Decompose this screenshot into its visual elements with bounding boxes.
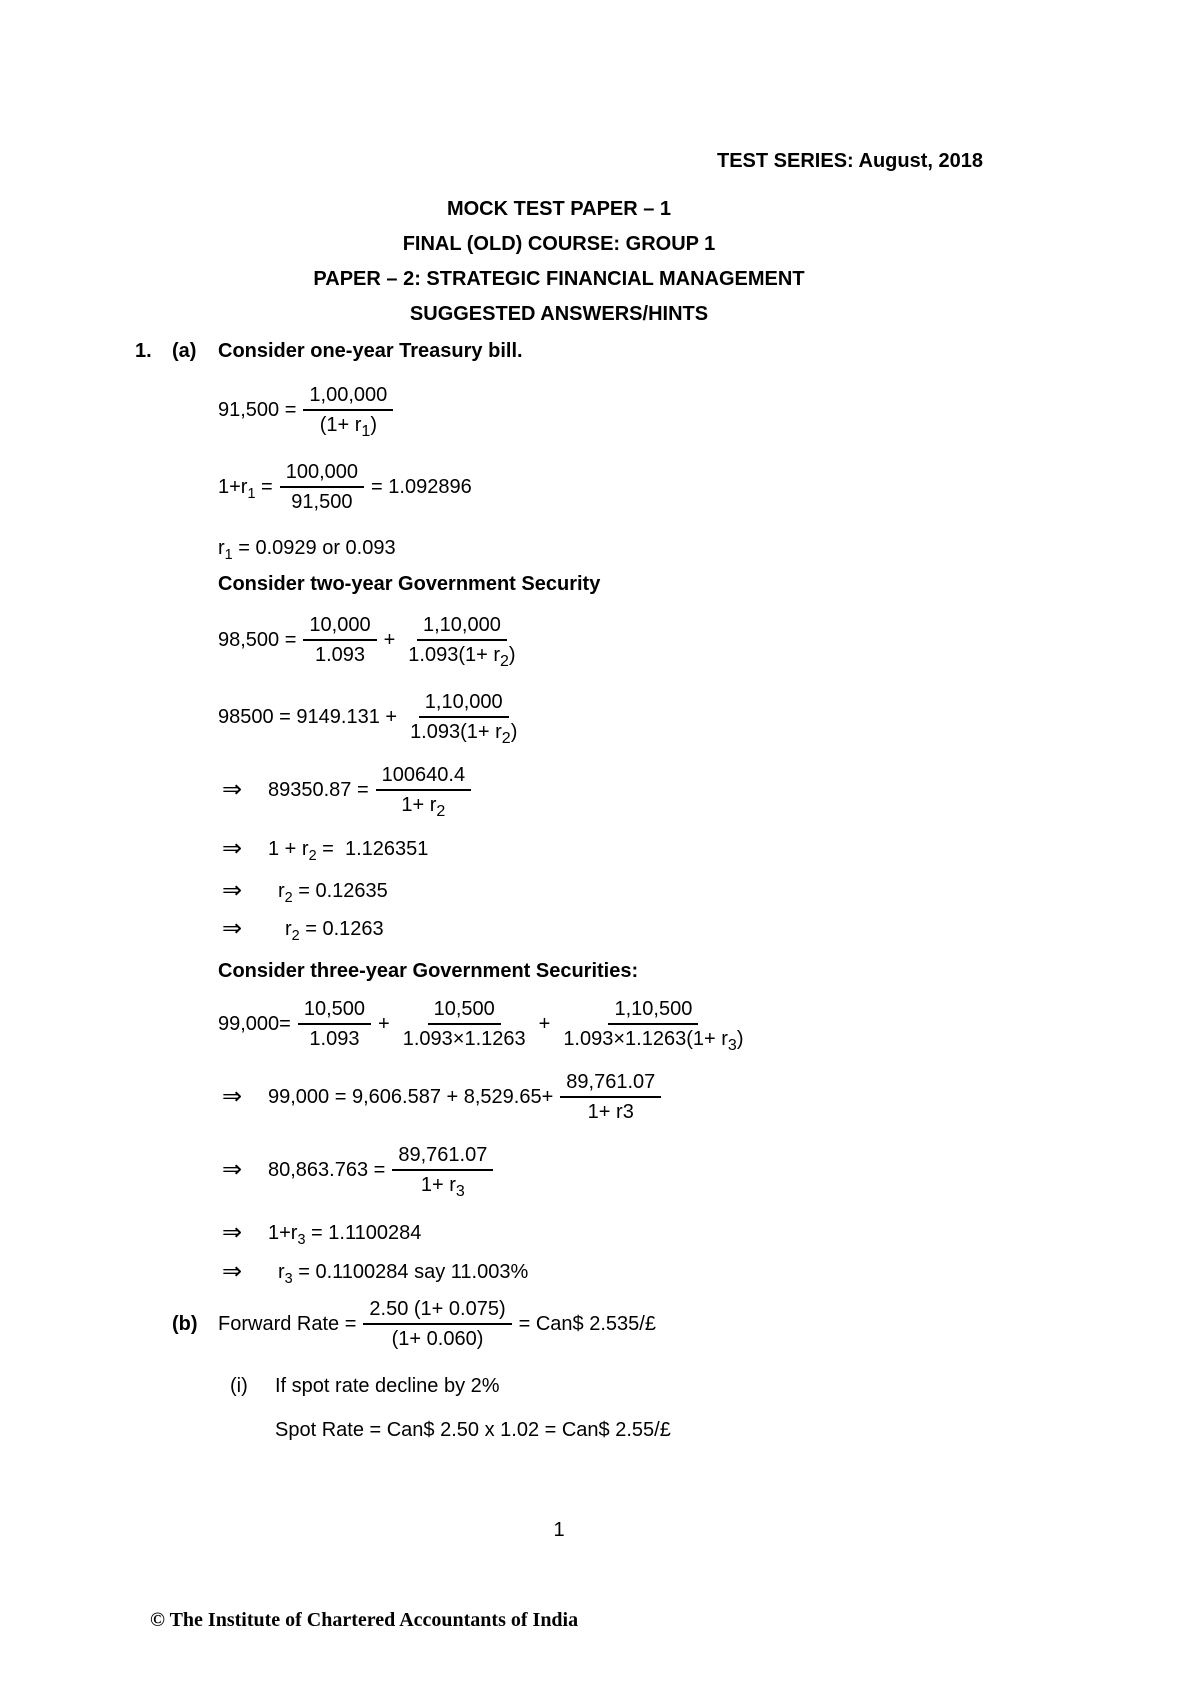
subscript: 2 (308, 848, 317, 864)
derivation-line-r3 (222, 1258, 983, 1287)
equation-content (268, 1143, 493, 1200)
implies-arrow-icon: ⇒ (222, 1219, 243, 1246)
derivation-eq-80863 (222, 1143, 983, 1200)
fraction-denominator: $1.093(1+ r_2)$ (410, 721, 518, 747)
derivation-text: $r_3 = 0.1100284$ say 11.003% (278, 1261, 529, 1287)
sub-item-i-label: (i) (230, 1375, 248, 1397)
question-number: 1. (135, 340, 152, 362)
equation-content (218, 690, 523, 747)
fraction-denominator: $1.093\times 1.1263(1+ r_3)$ (563, 1028, 744, 1054)
sub-item-i-line (230, 1375, 983, 1397)
equation-text: 80,863.763 = (268, 1159, 386, 1181)
subscript: 2 (436, 803, 446, 820)
equation-text: Forward Rate = (218, 1313, 357, 1335)
derivation-line-r2a (222, 877, 983, 906)
fraction-denominator: 1.093 (309, 1028, 360, 1050)
fraction-numerator: 10,500 (428, 997, 501, 1025)
equation-text: 99,000= (218, 1013, 291, 1035)
fraction-numerator: 1,10,000 (419, 690, 509, 718)
subscript: 1 (247, 486, 256, 502)
question-1a-line (135, 340, 983, 362)
implies-arrow-icon: ⇒ (222, 877, 243, 904)
equation-text: 98500 = 9149.131 + (218, 706, 398, 728)
equation-content (268, 1070, 661, 1124)
fraction-denominator: 91,500 (291, 491, 353, 513)
fraction-numerator: 100640.4 (376, 763, 471, 791)
fraction (280, 460, 364, 514)
subscript: 2 (284, 890, 293, 906)
subscript: 3 (727, 1037, 737, 1054)
subscript: 1 (224, 547, 233, 563)
implies-arrow-icon: ⇒ (222, 915, 243, 942)
fraction-denominator: $1+ r_3$ (420, 1174, 465, 1200)
part-a-heading: Consider one-year Treasury bill. (218, 340, 523, 362)
implies-arrow-icon: ⇒ (222, 1258, 243, 1285)
derivation-text: $1+r_3 = 1.1100284$ (268, 1222, 422, 1248)
title-mock-test-paper: MOCK TEST PAPER – 1 (446, 198, 672, 220)
implies-arrow-icon: ⇒ (222, 1156, 243, 1183)
fraction-numerator: 100,000 (280, 460, 364, 488)
fraction (560, 1070, 661, 1124)
fraction-denominator: (1+ 0.060) (391, 1328, 484, 1350)
equation-content (268, 763, 471, 820)
subscript: 2 (500, 653, 509, 670)
derivation-line-1r3 (222, 1219, 983, 1248)
equation-text: = 1.092896 (371, 476, 472, 498)
equation-text: + (538, 1013, 551, 1035)
subscript: 3 (284, 1271, 293, 1287)
part-b-forward-rate (172, 1297, 983, 1351)
result-r1-line: $r_1 = 0.0929$ or 0.093 (218, 537, 396, 563)
equation-three-year (218, 997, 983, 1054)
derivation-text: $1 + r_2 = 1.126351$ (268, 838, 429, 864)
subscript: 1 (361, 423, 371, 440)
test-series-heading: TEST SERIES: August, 2018 (717, 150, 983, 172)
equation-content (218, 997, 749, 1054)
fraction-denominator: 1.093 (314, 644, 366, 666)
fraction-numerator: 1,10,500 (608, 997, 698, 1025)
implies-arrow-icon: ⇒ (222, 835, 243, 862)
fraction-numerator: 2.50 (1+ 0.075) (363, 1297, 511, 1325)
subscript: 3 (297, 1232, 306, 1248)
fraction (404, 690, 523, 747)
title-course: FINAL (OLD) COURSE: GROUP 1 (402, 233, 716, 255)
equation-text: = Can$ 2.535/£ (518, 1313, 656, 1335)
equation-text: + (383, 629, 396, 651)
equation-text: 89350.87 = (268, 779, 369, 801)
fraction-numerator: 10,000 (303, 613, 376, 641)
equation-content (218, 383, 393, 440)
fraction-denominator: $(1+ r_1)$ (319, 414, 377, 440)
fraction-numerator: 1,00,000 (303, 383, 393, 411)
equation-two-year (218, 613, 983, 670)
fraction-numerator: 89,761.07 (392, 1143, 493, 1171)
heading-two-year-security: Consider two-year Government Security (218, 573, 601, 595)
derivation-text: $r_2 = 0.1263$ (285, 918, 384, 944)
fraction (402, 613, 521, 670)
equation-text: 99,000 = 9,606.587 + 8,529.65+ (268, 1086, 554, 1108)
equation-content (218, 460, 472, 514)
fraction (392, 1143, 493, 1200)
equation-text: $1+r_1$ = (218, 476, 273, 502)
subscript: 3 (455, 1183, 465, 1200)
derivation-text: $r_2 = 0.12635$ (278, 880, 388, 906)
fraction (363, 1297, 511, 1351)
fraction (303, 613, 376, 667)
derivation-eq-89350 (222, 763, 983, 820)
derivation-line-r2b (222, 915, 983, 944)
title-suggested-answers: SUGGESTED ANSWERS/HINTS (409, 303, 709, 325)
fraction-denominator: $1+ r_2$ (401, 794, 446, 820)
equation-content (218, 613, 522, 670)
fraction-numerator: 89,761.07 (560, 1070, 661, 1098)
copyright-footer: © The Institute of Chartered Accountants of India (150, 1609, 579, 1631)
equation-treasury-bill (218, 383, 983, 440)
fraction-denominator: 1+ r3 (587, 1101, 634, 1123)
equation-one-plus-r1 (218, 460, 983, 514)
document-content (135, 0, 983, 1632)
fraction (298, 997, 371, 1051)
subscript: 2 (501, 730, 511, 747)
fraction (376, 763, 471, 820)
fraction (303, 383, 393, 440)
fraction (557, 997, 749, 1054)
spot-rate-line: Spot Rate = Can$ 2.50 x 1.02 = Can$ 2.55/£ (275, 1419, 671, 1441)
implies-arrow-icon: ⇒ (222, 776, 243, 803)
page-number: 1 (553, 1519, 565, 1541)
equation-text: 91,500 = (218, 399, 297, 421)
fraction-denominator: $1.093(1+ r_2)$ (408, 644, 516, 670)
part-b-label: (b) (172, 1312, 198, 1335)
derivation-line-1r2 (222, 835, 983, 864)
title-paper-subject: PAPER – 2: STRATEGIC FINANCIAL MANAGEMENT (313, 268, 805, 290)
equation-text: + (378, 1013, 390, 1035)
heading-three-year-securities: Consider three-year Government Securities: (218, 960, 639, 982)
equation-two-year-step2 (218, 690, 983, 747)
fraction-numerator: 10,500 (298, 997, 371, 1025)
part-a-label: (a) (172, 340, 197, 362)
subscript: 2 (291, 928, 300, 944)
equation-content (218, 1297, 656, 1351)
equation-text: 98,500 = (218, 629, 297, 651)
derivation-eq-99000 (222, 1070, 983, 1124)
fraction-denominator: 1.093×1.1263 (402, 1028, 526, 1050)
fraction (397, 997, 532, 1051)
sub-item-i-text: If spot rate decline by 2% (275, 1375, 500, 1397)
implies-arrow-icon: ⇒ (222, 1083, 243, 1110)
fraction-numerator: 1,10,000 (417, 613, 507, 641)
